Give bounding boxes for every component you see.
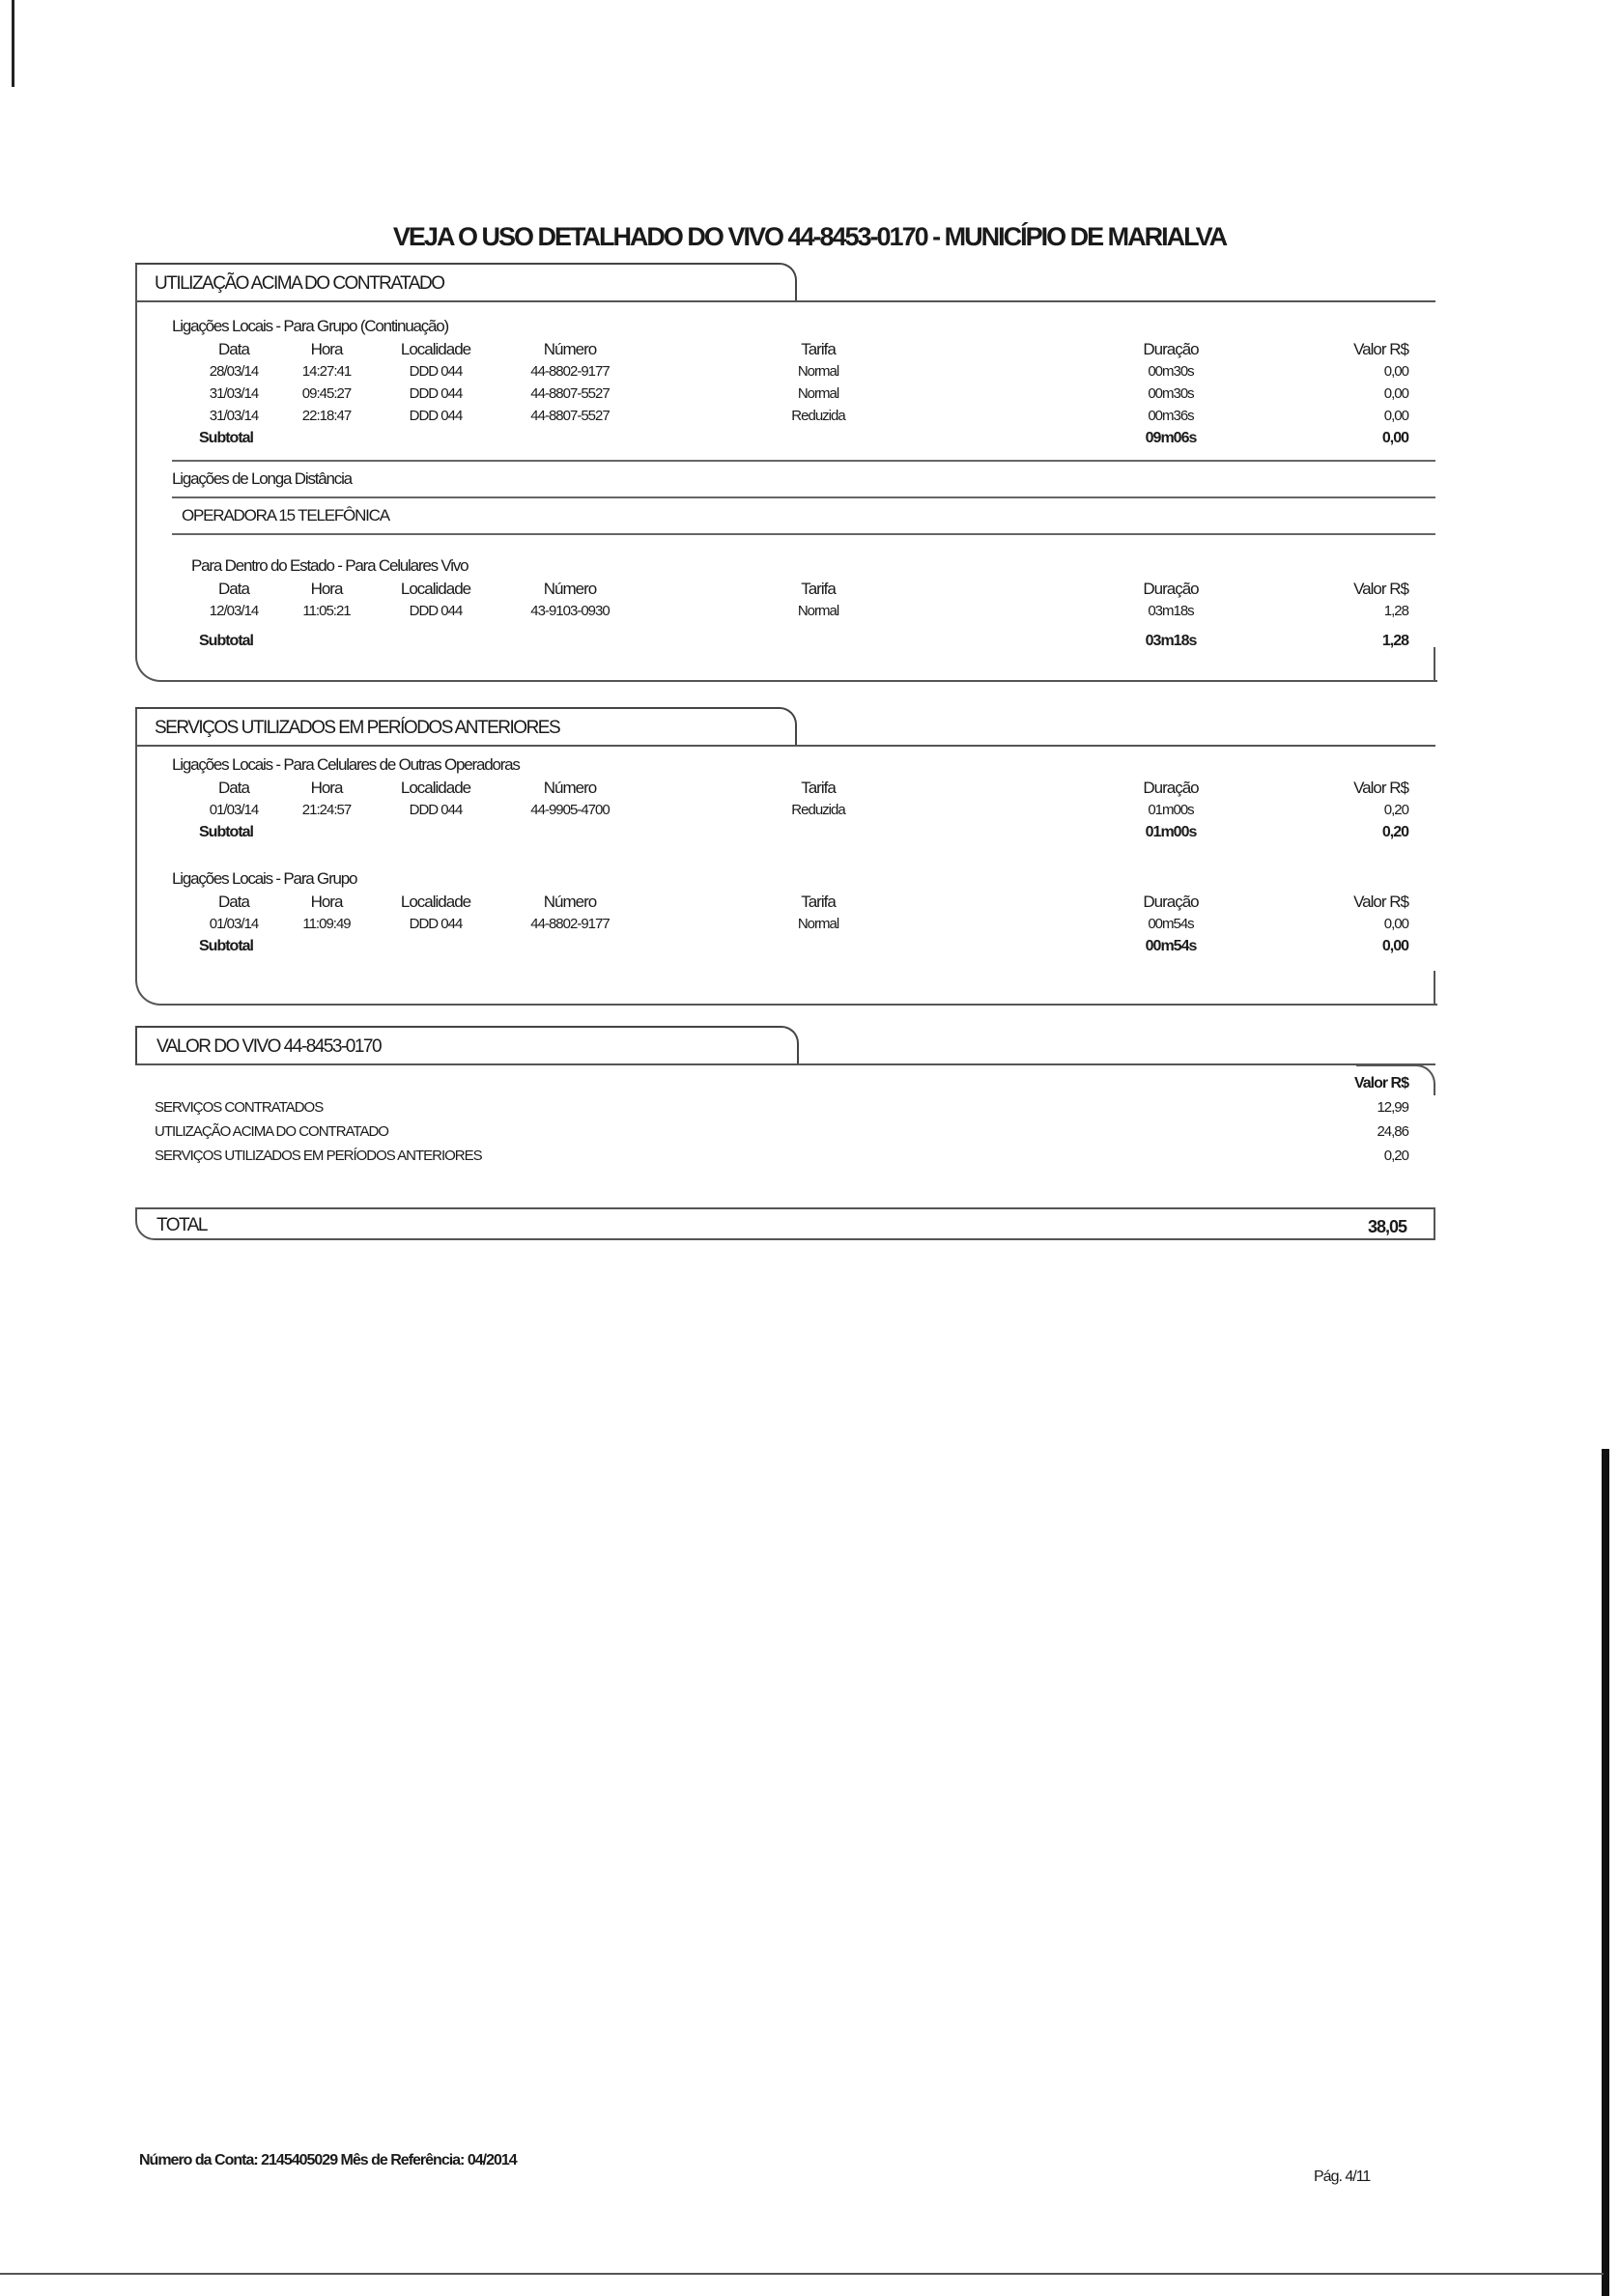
summary-label: UTILIZAÇÃO ACIMA DO CONTRATADO bbox=[155, 1123, 388, 1140]
subtotal-label: Subtotal bbox=[199, 824, 253, 840]
cell-localidade: DDD 044 bbox=[409, 408, 463, 424]
column-header-tarifa: Tarifa bbox=[801, 893, 836, 911]
cell-numero: 44-9905-4700 bbox=[530, 802, 610, 818]
subtotal-value: 0,20 bbox=[1381, 824, 1408, 840]
column-header-tarifa: Tarifa bbox=[801, 779, 836, 797]
account-info: Número da Conta: 2145405029 Mês de Referência: 04/2014 bbox=[139, 2152, 517, 2168]
cell-numero: 44-8802-9177 bbox=[530, 916, 610, 932]
cell-numero: 43-9103-0930 bbox=[530, 603, 610, 619]
cell-hora: 22:18:47 bbox=[301, 408, 352, 424]
group-title: Ligações Locais - Para Grupo bbox=[172, 869, 357, 888]
subtotal-duration: 03m18s bbox=[1145, 633, 1197, 649]
column-header-duracao: Duração bbox=[1143, 340, 1199, 358]
column-header-tarifa: Tarifa bbox=[801, 580, 836, 598]
summary-value: 24,86 bbox=[1377, 1123, 1408, 1140]
cell-localidade: DDD 044 bbox=[409, 802, 463, 818]
column-header-numero: Número bbox=[543, 340, 597, 358]
subtotal-row bbox=[135, 936, 1435, 958]
cell-tarifa: Reduzida bbox=[791, 408, 845, 424]
cell-valor: 1,28 bbox=[1383, 603, 1408, 619]
column-header-data: Data bbox=[218, 580, 249, 598]
total-label: TOTAL bbox=[156, 1215, 207, 1235]
section-tab bbox=[135, 1026, 799, 1064]
cell-valor: 0,00 bbox=[1383, 363, 1408, 380]
section-valor-vivo bbox=[135, 1026, 1435, 1238]
cell-hora: 09:45:27 bbox=[301, 385, 352, 402]
column-header-valor: Valor R$ bbox=[1353, 580, 1408, 598]
cell-hora: 11:09:49 bbox=[302, 916, 351, 932]
table-row bbox=[135, 914, 1435, 936]
column-header-localidade: Localidade bbox=[400, 893, 471, 911]
cell-duracao: 03m18s bbox=[1148, 603, 1194, 619]
divider bbox=[172, 460, 1435, 462]
cell-valor: 0,20 bbox=[1383, 802, 1408, 818]
column-header-numero: Número bbox=[543, 580, 597, 598]
column-header-localidade: Localidade bbox=[400, 340, 471, 358]
column-header-localidade: Localidade bbox=[400, 580, 471, 598]
table-row bbox=[135, 383, 1435, 406]
spacer bbox=[135, 844, 1435, 867]
column-header-duracao: Duração bbox=[1143, 580, 1199, 598]
cell-data: 12/03/14 bbox=[209, 603, 259, 619]
scan-edge bbox=[12, 0, 14, 87]
subtotal-value: 0,00 bbox=[1381, 938, 1408, 954]
table-row bbox=[135, 361, 1435, 383]
value-header: Valor R$ bbox=[1353, 1075, 1408, 1091]
table-row bbox=[135, 406, 1435, 428]
subtotal-label: Subtotal bbox=[199, 633, 253, 649]
cell-valor: 0,00 bbox=[1383, 385, 1408, 402]
cell-hora: 21:24:57 bbox=[301, 802, 352, 818]
cell-localidade: DDD 044 bbox=[409, 603, 463, 619]
column-header-valor: Valor R$ bbox=[1353, 893, 1408, 911]
cell-data: 01/03/14 bbox=[209, 802, 259, 818]
group-title: Ligações Locais - Para Grupo (Continuação) bbox=[172, 317, 449, 335]
column-header-hora: Hora bbox=[310, 779, 343, 797]
cell-localidade: DDD 044 bbox=[409, 385, 463, 402]
summary-item bbox=[135, 1145, 1435, 1169]
column-header-valor: Valor R$ bbox=[1353, 340, 1408, 358]
section-title: SERVIÇOS UTILIZADOS EM PERÍODOS ANTERIORES bbox=[155, 718, 560, 738]
section-tab bbox=[135, 707, 797, 746]
summary-item bbox=[135, 1120, 1435, 1145]
table-header bbox=[135, 578, 1435, 601]
section-title: UTILIZAÇÃO ACIMA DO CONTRATADO bbox=[155, 273, 444, 294]
column-header-hora: Hora bbox=[310, 580, 343, 598]
subtotal-duration: 09m06s bbox=[1145, 430, 1197, 446]
summary-item bbox=[135, 1096, 1435, 1120]
cell-tarifa: Normal bbox=[797, 385, 839, 402]
section-title: VALOR DO VIVO 44-8453-0170 bbox=[156, 1036, 382, 1057]
cell-data: 31/03/14 bbox=[209, 385, 259, 402]
table-row bbox=[135, 601, 1435, 623]
table-header bbox=[135, 891, 1435, 914]
divider bbox=[172, 533, 1435, 535]
summary-label: SERVIÇOS UTILIZADOS EM PERÍODOS ANTERIORES bbox=[155, 1148, 482, 1164]
summary-value: 0,20 bbox=[1383, 1148, 1408, 1164]
cell-duracao: 00m30s bbox=[1148, 363, 1194, 380]
total-value: 38,05 bbox=[1367, 1217, 1406, 1236]
cell-data: 31/03/14 bbox=[209, 408, 259, 424]
column-header-tarifa: Tarifa bbox=[801, 340, 836, 358]
cell-valor: 0,00 bbox=[1383, 916, 1408, 932]
summary-value: 12,99 bbox=[1377, 1099, 1408, 1116]
summary-list bbox=[135, 1072, 1435, 1169]
subtotal-row bbox=[135, 428, 1435, 450]
column-header-data: Data bbox=[218, 340, 249, 358]
divider bbox=[172, 496, 1435, 498]
table-header bbox=[135, 777, 1435, 800]
subtotal-value: 1,28 bbox=[1381, 633, 1408, 649]
column-header-numero: Número bbox=[543, 779, 597, 797]
cell-data: 28/03/14 bbox=[209, 363, 259, 380]
column-header-duracao: Duração bbox=[1143, 893, 1199, 911]
subtotal-row bbox=[135, 822, 1435, 844]
section-content bbox=[135, 753, 1435, 958]
group-title: Para Dentro do Estado - Para Celulares Vivo bbox=[191, 556, 469, 575]
column-header-valor: Valor R$ bbox=[1353, 779, 1408, 797]
section-periodos-anteriores bbox=[135, 707, 1435, 1006]
operator-title: OPERADORA 15 TELEFÔNICA bbox=[182, 506, 389, 524]
column-header-duracao: Duração bbox=[1143, 779, 1199, 797]
subtotal-label: Subtotal bbox=[199, 430, 253, 446]
page-title: VEJA O USO DETALHADO DO VIVO 44-8453-0170 - MUNICÍPIO DE MARIALVA bbox=[392, 222, 1227, 251]
cell-duracao: 00m54s bbox=[1148, 916, 1194, 932]
section-content bbox=[135, 315, 1435, 653]
spacer bbox=[135, 541, 1435, 554]
column-header-localidade: Localidade bbox=[400, 779, 471, 797]
subtotal-label: Subtotal bbox=[199, 938, 253, 954]
page-number: Pág. 4/11 bbox=[1314, 2168, 1371, 2185]
cell-localidade: DDD 044 bbox=[409, 916, 463, 932]
cell-tarifa: Normal bbox=[797, 603, 839, 619]
cell-duracao: 00m36s bbox=[1148, 408, 1194, 424]
cell-data: 01/03/14 bbox=[209, 916, 259, 932]
column-header-data: Data bbox=[218, 893, 249, 911]
cell-tarifa: Normal bbox=[797, 363, 839, 380]
cell-duracao: 01m00s bbox=[1148, 802, 1194, 818]
subtotal-row bbox=[135, 631, 1435, 653]
cell-hora: 14:27:41 bbox=[301, 363, 352, 380]
subtotal-value: 0,00 bbox=[1381, 430, 1408, 446]
cell-tarifa: Normal bbox=[797, 916, 839, 932]
total-row bbox=[135, 1207, 1435, 1240]
cell-tarifa: Reduzida bbox=[791, 802, 845, 818]
long-distance-title: Ligações de Longa Distância bbox=[172, 469, 352, 488]
cell-hora: 11:05:21 bbox=[302, 603, 351, 619]
subtotal-duration: 00m54s bbox=[1145, 938, 1197, 954]
table-row bbox=[135, 800, 1435, 822]
group-title: Ligações Locais - Para Celulares de Outras Operadoras bbox=[172, 755, 520, 774]
section-utilizacao-acima bbox=[135, 263, 1435, 682]
cell-duracao: 00m30s bbox=[1148, 385, 1194, 402]
cell-numero: 44-8807-5527 bbox=[530, 408, 610, 424]
cell-numero: 44-8807-5527 bbox=[530, 385, 610, 402]
subtotal-duration: 01m00s bbox=[1145, 824, 1197, 840]
column-header-numero: Número bbox=[543, 893, 597, 911]
cell-localidade: DDD 044 bbox=[409, 363, 463, 380]
column-header-hora: Hora bbox=[310, 893, 343, 911]
section-tab bbox=[135, 263, 797, 301]
cell-numero: 44-8802-9177 bbox=[530, 363, 610, 380]
column-header-hora: Hora bbox=[310, 340, 343, 358]
scan-edge bbox=[0, 2273, 1604, 2275]
summary-label: SERVIÇOS CONTRATADOS bbox=[155, 1099, 324, 1116]
table-header bbox=[135, 338, 1435, 361]
cell-valor: 0,00 bbox=[1383, 408, 1408, 424]
column-header-data: Data bbox=[218, 779, 249, 797]
scan-edge bbox=[1602, 1449, 1609, 2296]
